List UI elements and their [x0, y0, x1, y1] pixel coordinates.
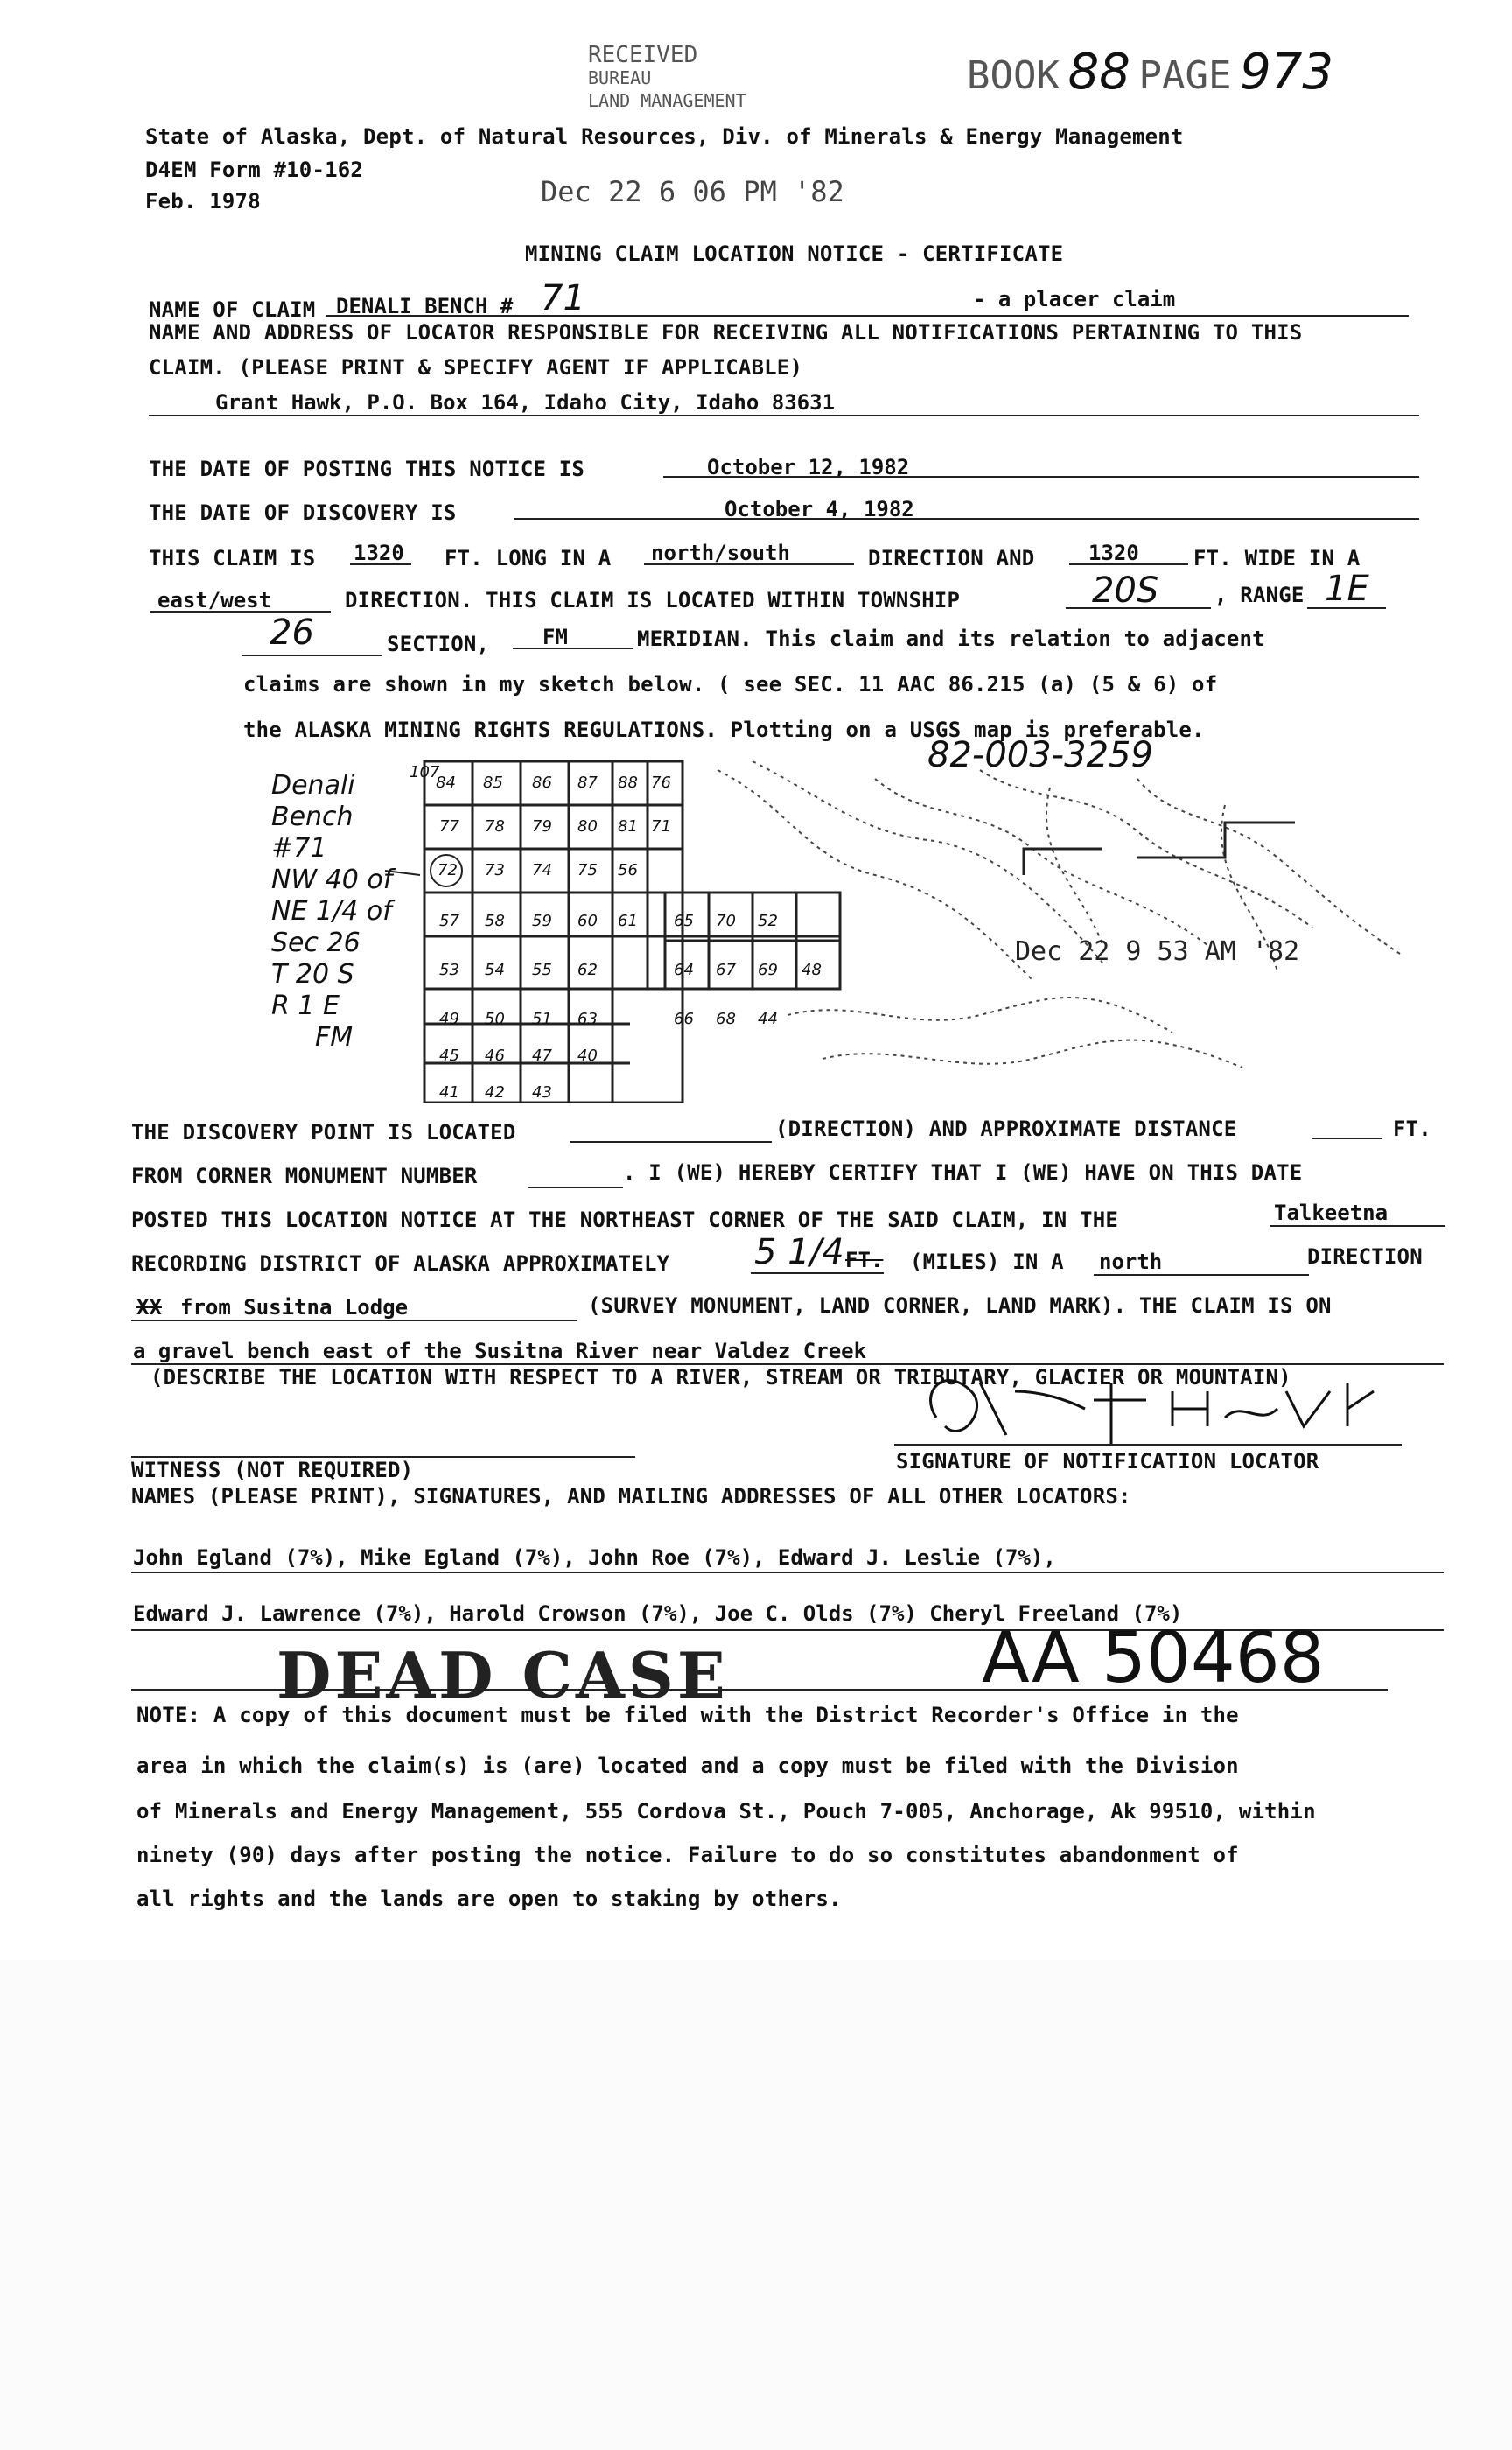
page-bottom-margin — [0, 1960, 1512, 2450]
grid-number: 58 — [485, 912, 505, 930]
wide-direction: east/west — [158, 588, 272, 612]
locator-signature — [910, 1356, 1382, 1461]
grid-number: 74 — [532, 861, 552, 879]
length-value: 1320 — [354, 541, 404, 565]
grid-number: 78 — [485, 817, 505, 836]
locator-line — [149, 415, 1419, 416]
grid-number: 72 — [438, 861, 458, 879]
size-text-4: FT. WIDE IN A — [1194, 546, 1361, 570]
sketch-hand-labels — [271, 770, 392, 1054]
claim-grid — [424, 761, 1295, 1102]
grid-number: 40 — [578, 1046, 598, 1065]
hand-label: NE 1/4 of — [271, 896, 392, 927]
grid-number: 79 — [532, 817, 552, 836]
note-line-1: NOTE: A copy of this document must be filed with the District Recorder's Office in the — [136, 1703, 1239, 1727]
grid-number: 49 — [439, 1010, 459, 1028]
grid-number: 62 — [578, 961, 598, 979]
grid-number: 55 — [532, 961, 552, 979]
grid-number: 81 — [618, 817, 638, 836]
received-stamp-line2: BUREAU — [588, 67, 652, 88]
location-value: a gravel bench east of the Susitna River near Valdez Creek — [133, 1339, 867, 1363]
section-line — [242, 654, 382, 656]
miles-value: 5 1/4 — [754, 1232, 844, 1272]
hand-label: T 20 S — [271, 959, 354, 990]
page-number: 973 — [1240, 44, 1334, 101]
case-rule — [131, 1689, 1388, 1690]
date-stamp: Dec 22 6 06 PM '82 — [541, 175, 844, 208]
width-value: 1320 — [1088, 541, 1139, 565]
size-text-5: DIRECTION. THIS CLAIM IS LOCATED WITHIN TOWNSHIP — [345, 588, 961, 612]
grid-number: 45 — [439, 1046, 459, 1065]
district-value: Talkeetna — [1274, 1200, 1389, 1225]
locators-line2: Edward J. Lawrence (7%), Harold Crowson (7%), Joe C. Olds (7%) Cheryl Freeland (7%) — [133, 1601, 1183, 1626]
range-line — [1307, 607, 1386, 609]
posting-label: THE DATE OF POSTING THIS NOTICE IS — [149, 457, 585, 481]
grid-number: 65 — [674, 912, 694, 930]
other-locators-label: NAMES (PLEASE PRINT), SIGNATURES, AND MAILING ADDRESSES OF ALL OTHER LOCATORS: — [131, 1484, 1131, 1508]
grid-number: 88 — [618, 774, 638, 792]
received-stamp-line3: LAND MANAGEMENT — [588, 90, 746, 111]
section-label: SECTION, — [387, 632, 490, 656]
discovery-text-4b: (MILES) IN A — [910, 1250, 1064, 1274]
grid-number: 64 — [674, 961, 694, 979]
sketch-note-1: claims are shown in my sketch below. ( see SEC. 11 AAC 86.215 (a) (5 & 6) of — [243, 672, 1218, 696]
discovery-direction-line — [570, 1141, 772, 1143]
sketch-note-2: the ALASKA MINING RIGHTS REGULATIONS. Plotting on a USGS map is preferable. — [243, 718, 1205, 742]
hand-label: Sec 26 — [271, 928, 360, 958]
from-struck: XX — [136, 1295, 162, 1320]
grid-number: 63 — [578, 1010, 598, 1028]
miles-line — [751, 1272, 884, 1274]
form-title: MINING CLAIM LOCATION NOTICE - CERTIFICATE — [525, 242, 1064, 266]
grid-number: 66 — [674, 1010, 694, 1028]
discovery-text-1a: THE DISCOVERY POINT IS LOCATED — [131, 1120, 516, 1144]
form-number: D4EM Form #10-162 — [145, 158, 364, 182]
claim-name-value: DENALI BENCH # — [336, 294, 514, 318]
grid-number: 57 — [439, 912, 459, 930]
discovery-text-1b: (DIRECTION) AND APPROXIMATE DISTANCE — [775, 1116, 1237, 1141]
grid-number: 42 — [485, 1083, 505, 1102]
grid-number: 84 — [436, 774, 456, 792]
topographic-map — [262, 752, 1418, 1102]
discovery-text-5: (SURVEY MONUMENT, LAND CORNER, LAND MARK). THE CLAIM IS ON — [588, 1293, 1332, 1318]
grid-number: 50 — [485, 1010, 505, 1028]
from-line — [131, 1320, 578, 1321]
section-value: 26 — [270, 612, 314, 653]
describe-label: (DESCRIBE THE LOCATION WITH RESPECT TO A RIVER, STREAM OR TRIBUTARY, GLACIER OR MOUNTAIN) — [150, 1365, 1292, 1390]
book-number: 88 — [1068, 44, 1130, 101]
claim-name-label: NAME OF CLAIM — [149, 298, 316, 322]
miles-struck: FT. — [845, 1248, 884, 1272]
placer-suffix: - a placer claim — [973, 287, 1176, 312]
grid-number: 67 — [716, 961, 736, 979]
book-label: BOOK — [967, 53, 1060, 98]
grid-number: 69 — [758, 961, 778, 979]
grid-number: 56 — [618, 861, 638, 879]
grid-number: 53 — [439, 961, 459, 979]
grid-number: 73 — [485, 861, 505, 879]
contour-lines — [718, 761, 1400, 1068]
grid-number: 51 — [532, 1010, 552, 1028]
grid-number: 46 — [485, 1046, 505, 1065]
discovery-distance-line — [1312, 1138, 1382, 1139]
claim-number: 71 — [541, 278, 585, 318]
grid-number: 48 — [802, 961, 822, 979]
grid-number: 75 — [578, 861, 598, 879]
grid-number: 47 — [532, 1046, 552, 1065]
hand-label: NW 40 of — [271, 864, 393, 895]
signature-label: SIGNATURE OF NOTIFICATION LOCATOR — [896, 1449, 1320, 1474]
direction-line — [1094, 1274, 1309, 1276]
locator-label-1: NAME AND ADDRESS OF LOCATOR RESPONSIBLE FOR RECEIVING ALL NOTIFICATIONS PERTAINING TO THIS — [149, 320, 1303, 345]
grid-number: 61 — [618, 912, 638, 930]
signature-line — [894, 1444, 1402, 1446]
grid-number: 43 — [532, 1083, 552, 1102]
meridian-label: MERIDIAN. This claim and its relation to adjacent — [637, 626, 1265, 651]
size-text-1: THIS CLAIM IS — [149, 546, 316, 570]
discovery-text-4c: DIRECTION — [1307, 1244, 1423, 1269]
discovery-text-3: POSTED THIS LOCATION NOTICE AT THE NORTHEAST CORNER OF THE SAID CLAIM, IN THE — [131, 1208, 1118, 1232]
grid-number: 68 — [716, 1010, 736, 1028]
sketch-area — [262, 735, 1418, 1102]
locator-label-2: CLAIM. (PLEASE PRINT & SPECIFY AGENT IF APPLICABLE) — [149, 355, 803, 380]
note-line-2: area in which the claim(s) is (are) located and a copy must be filed with the Division — [136, 1754, 1239, 1778]
hand-label: Denali — [271, 770, 355, 801]
agency-line: State of Alaska, Dept. of Natural Resources, Div. of Minerals & Energy Management — [145, 124, 1184, 149]
note-line-5: all rights and the lands are open to staking by others. — [136, 1886, 842, 1911]
note-line-3: of Minerals and Energy Management, 555 Cordova St., Pouch 7-005, Anchorage, Ak 99510, within — [136, 1799, 1316, 1824]
grid-number: 76 — [651, 774, 671, 792]
township-line — [1066, 607, 1211, 609]
claim-name-line — [326, 315, 1409, 317]
locators-line1: John Egland (7%), Mike Egland (7%), John Roe (7%), Edward J. Leslie (7%), — [133, 1545, 1056, 1570]
hand-label: Bench — [271, 802, 354, 832]
note-line-4: ninety (90) days after posting the notice. Failure to do so constitutes abandonment of — [136, 1843, 1239, 1867]
grid-number: 80 — [578, 817, 598, 836]
discovery-text-4a: RECORDING DISTRICT OF ALASKA APPROXIMATELY — [131, 1251, 670, 1276]
long-direction-line — [644, 564, 854, 565]
locator-value: Grant Hawk, P.O. Box 164, Idaho City, Idaho 83631 — [215, 390, 836, 415]
grid-number: 41 — [439, 1083, 459, 1102]
file-date-stamp: Dec 22 9 53 AM '82 — [1015, 936, 1300, 967]
monument-line — [528, 1186, 623, 1188]
size-text-3: DIRECTION AND — [868, 546, 1035, 570]
township-value: 20S — [1092, 570, 1159, 611]
grid-number: 70 — [716, 912, 736, 930]
grid-number: 71 — [651, 817, 671, 836]
grid-number: 54 — [485, 961, 505, 979]
from-value: from Susitna Lodge — [180, 1295, 409, 1320]
page-label: PAGE — [1138, 53, 1232, 98]
range-value: 1E — [1325, 569, 1369, 609]
length-line — [350, 564, 411, 565]
hand-label: #71 — [271, 833, 327, 864]
grid-number: 77 — [439, 817, 459, 836]
case-number: AA 50468 — [982, 1617, 1325, 1698]
grid-number: 44 — [758, 1010, 778, 1028]
hand-label: R 1 E — [271, 990, 340, 1021]
discovery-text-2b: . I (WE) HEREBY CERTIFY THAT I (WE) HAVE ON THIS DATE — [623, 1160, 1303, 1185]
size-text-2: FT. LONG IN A — [444, 546, 612, 570]
discovery-text-2a: FROM CORNER MONUMENT NUMBER — [131, 1164, 478, 1188]
width-line — [1069, 564, 1188, 565]
meridian-value: FM — [542, 625, 568, 649]
direction-value: north — [1099, 1250, 1163, 1274]
discovery-line — [514, 518, 1419, 520]
posting-value: October 12, 1982 — [707, 455, 910, 480]
hand-label: FM — [315, 1022, 354, 1053]
range-label: , RANGE — [1214, 583, 1305, 607]
received-stamp — [588, 44, 746, 112]
form-date: Feb. 1978 — [145, 189, 261, 214]
discovery-value: October 4, 1982 — [724, 497, 914, 522]
grid-number: 59 — [532, 912, 552, 930]
grid-number: 86 — [532, 774, 552, 792]
grid-number: 107 — [410, 763, 440, 781]
grid-number: 60 — [578, 912, 598, 930]
district-line — [1270, 1225, 1446, 1227]
dead-case-stamp: DEAD CASE — [276, 1638, 729, 1712]
locators-rule-1 — [131, 1572, 1444, 1573]
book-page-stamp — [967, 44, 1334, 101]
grid-number: 52 — [758, 912, 778, 930]
file-number-stamp: 82-003-3259 — [928, 735, 1153, 775]
posting-line — [663, 476, 1419, 478]
discovery-text-1c: FT. — [1393, 1116, 1432, 1141]
grid-number: 85 — [483, 774, 503, 792]
witness-label: WITNESS (NOT REQUIRED) — [131, 1458, 414, 1482]
long-direction: north/south — [651, 541, 790, 565]
discovery-label: THE DATE OF DISCOVERY IS — [149, 500, 457, 525]
grid-number: 87 — [578, 774, 598, 792]
meridian-line — [513, 648, 634, 649]
received-stamp-line1: RECEIVED — [588, 42, 698, 68]
